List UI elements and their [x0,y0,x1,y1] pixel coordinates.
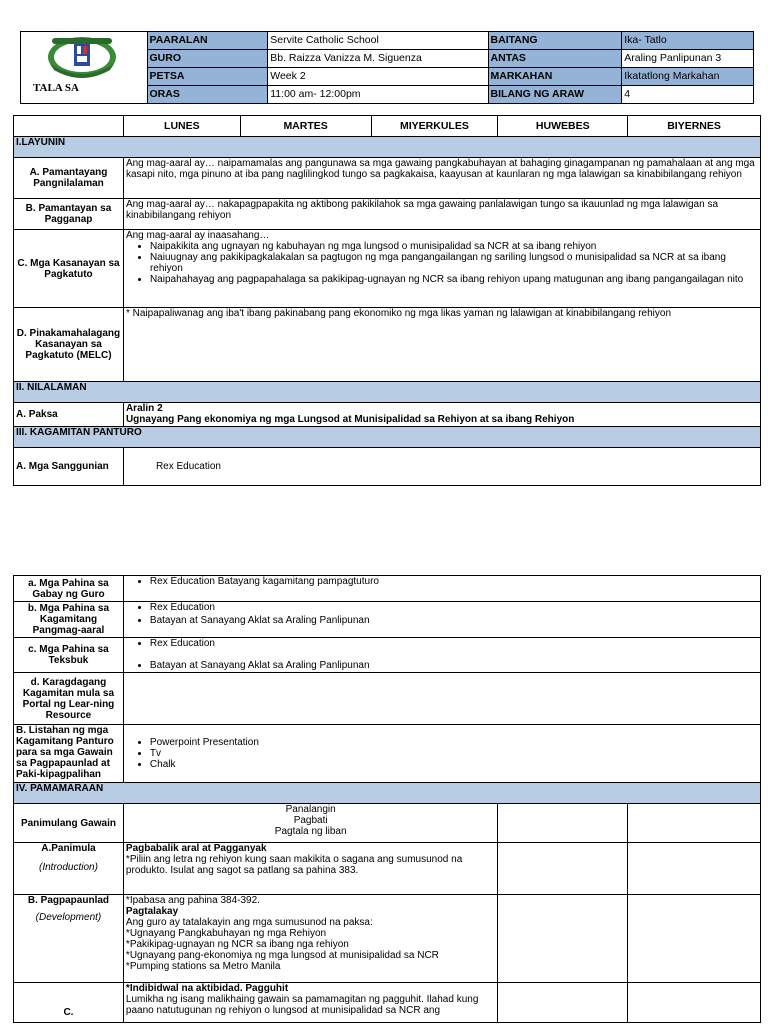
baitang-value: Ika- Tatlo [622,32,754,50]
day-martes: MARTES [240,116,371,137]
list-item: • Rex Education Batayang kagamitang pampagtuturo [150,576,758,587]
pagtalakay-line: *Pumping stations sa Metro Manila [125,961,281,972]
school-logo-cell [21,32,148,104]
kasanayan-pagkatuto-label: C. Mga Kasanayan sa Pagkatuto [14,230,124,308]
pagtalakay-line: *Pakikipag-ugnayan ng NCR sa ibang nga rehiyon [125,939,349,950]
school-seal-icon [46,34,118,80]
pangmag-aaral-label: b. Mga Pahina sa Kagamitang Pangmag-aaral [14,602,124,638]
pamantayang-pangnilalaman-label: A. Pamantayang Pangnilalaman [14,158,124,199]
section-pamamaraan: IV. PAMAMARAAN [14,783,761,804]
biyernes-cell [628,843,761,895]
pagbati: Pagbati [293,815,328,826]
teksbuk-list [126,638,758,671]
pamantayang-pangnilalaman-text: Ang mag-aaral ay… naipamamalas ang pangunawa sa mga gawaing pangkabuhayan at bahaging ginagampanan ng pamahalaan at ang mga kasapi nito, mga pinuno at iba pang naglilingkod tungo sa pagkakaisa, kaayusan at kaunlaran ng mga lalawigan sa kinabibilangang rehiyon [123,158,760,199]
pangmag-aaral-cell [123,602,760,638]
panimulang-gawain-label: Panimulang Gawain [14,804,124,843]
list-item: • Powerpoint Presentation [150,737,758,748]
pagtalakay-line: Ang guro ay tatalakayin ang mga sumusunod na paksa: [125,917,373,928]
biyernes-cell [628,804,761,843]
list-item: • Batayan at Sanayang Aklat sa Araling Panlipunan [150,615,758,626]
pagpapaunlad-label [14,895,124,983]
list-item: • Naiuugnay ang pakikipagkalakalan sa pagtugon ng mga pangangailangan ng sariling lungsod o munisipalidad sa NCR at sa ibang rehiyon [150,252,758,274]
pagpapaunlad-text [123,895,497,983]
c-row-body: Lumikha ng isang malikhaing gawain sa pamamagitan ng pagguhit. Ilahad kung paano natutugunan ng rehiyon o lungsod at munisipalidad sa NCR ang [125,994,479,1016]
huwebes-cell [498,895,628,983]
guro-label: GURO [147,50,268,68]
listahan-cell [123,725,760,783]
panimula-text [123,843,497,895]
list-item: • Batayan at Sanayang Aklat sa Araling Panlipunan [150,660,758,671]
markahan-value: Ikatatlong Markahan [622,68,754,86]
biyernes-cell [628,983,761,1023]
section-nilalaman: II. NILALAMAN [14,382,761,403]
list-item: • Naipakikita ang ugnayan ng kabuhayan ng mga lungsod o munisipalidad sa NCR at sa ibang rehiyon [150,241,758,252]
panimula-heading: Pagbabalik aral at Pagganyak [125,843,267,854]
paksa-title: Ugnayang Pang ekonomiya ng mga Lungsod at Munisipalidad sa Rehiyon at sa ibang Rehiyon [125,414,575,425]
kasanayan-list [126,241,758,285]
paaralan-value: Servite Catholic School [268,32,488,50]
paksa-label: A. Paksa [14,403,124,427]
oras-label: ORAS [147,86,268,104]
melc-text: * Naipapaliwanag ang iba't ibang pakinabang pang ekonomiko ng mga likas yaman ng lalawigan at kinabibilangang rehiyon [123,308,760,382]
header-table [20,31,754,104]
gabay-guro-cell [123,576,760,602]
sanggunian-text: Rex Education [123,448,760,486]
bilang-value: 4 [622,86,754,104]
c-row-heading: *Indibidwal na aktibidad. Pagguhit [125,983,289,994]
gabay-guro-list [126,576,758,587]
markahan-label: MARKAHAN [488,68,622,86]
list-item: • Chalk [150,759,758,770]
antas-label: ANTAS [488,50,622,68]
teksbuk-cell [123,638,760,673]
pamantayan-pagganap-text: Ang mag-aaral ay… nakapagpapakita ng aktibong pakikilahok sa mga gawaing panlalawigan tungo sa ikauunlad ng mga lalawigan sa kinabibilangang rehiyon [123,199,760,230]
list-item: • Naipahahayag ang pagpapahalaga sa pakikipag-ugnayan ng NCR sa ibang rehiyon upang matugunan ang ibang pangangailagan nito [150,274,758,285]
bilang-label: BILANG NG ARAW [488,86,622,104]
panimulang-gawain-text [123,804,497,843]
huwebes-cell [498,983,628,1023]
kasanayan-pagkatuto-text [123,230,760,308]
day-lunes: LUNES [123,116,240,137]
panimula-sub: (Introduction) [39,862,98,873]
panimula-label [14,843,124,895]
day-biyernes: BIYERNES [628,116,761,137]
sanggunian-label: A. Mga Sanggunian [14,448,124,486]
huwebes-cell [498,804,628,843]
corner-cell [14,116,124,137]
paksa-aralin: Aralin 2 [125,403,163,414]
section-kagamitan: III. KAGAMITAN PANTURO [14,427,761,448]
portal-cell [123,673,760,725]
section-layunin: I.LAYUNIN [14,137,761,158]
baitang-label: BAITANG [488,32,622,50]
antas-value: Araling Panlipunan 3 [622,50,754,68]
pagpapaunlad-title: B. Pagpapaunlad [27,895,110,906]
day-huwebes: HUWEBES [498,116,628,137]
pagpapaunlad-line0: *Ipabasa ang pahina 384-392. [125,895,260,906]
kasanayan-intro: Ang mag-aaral ay inaasahang… [125,230,270,241]
lesson-plan-table-page2 [13,575,761,1023]
pagtala: Pagtala ng liban [274,826,347,837]
panimula-body: *Piliin ang letra ng rehiyon kung saan makikita o sagana ang sumusunod na produkto. Isulat ang sagot sa patlang sa pahina 383. [125,854,463,876]
pagtalakay-heading: Pagtalakay [125,906,179,917]
c-row-label: C. [14,983,124,1023]
huwebes-cell [498,843,628,895]
melc-label: D. Pinakamahalagang Kasanayan sa Pagkatuto (MELC) [14,308,124,382]
gabay-guro-label: a. Mga Pahina sa Gabay ng Guro [14,576,124,602]
panalangin: Panalangin [285,804,336,815]
pamantayan-pagganap-label: B. Pamantayan sa Pagganap [14,199,124,230]
pagpapaunlad-sub: (Development) [35,912,102,923]
guro-value: Bb. Raizza Vanizza M. Siguenza [268,50,488,68]
list-item: • Rex Education [150,638,758,649]
biyernes-cell [628,895,761,983]
c-row-text [123,983,497,1023]
paaralan-label: PAARALAN [147,32,268,50]
paksa-text [123,403,760,427]
lesson-plan-table [13,115,761,486]
logo-caption: TALA SA [33,82,79,94]
petsa-label: PETSA [147,68,268,86]
listahan-list [126,737,758,770]
teksbuk-label: c. Mga Pahina sa Teksbuk [14,638,124,673]
day-miyerkules: MIYERKULES [371,116,498,137]
portal-label: d. Karagdagang Kagamitan mula sa Portal ng Lear-ning Resource [14,673,124,725]
pagtalakay-line: *Ugnayang Pangkabuhayan ng mga Rehiyon [125,928,327,939]
list-item: • Tv [150,748,758,759]
pagtalakay-line: *Ugnayang pang-ekonomiya ng mga lungsod at munisipalidad sa NCR [125,950,439,961]
pangmag-aaral-list [126,602,758,626]
oras-value: 11:00 am- 12:00pm [268,86,488,104]
panimula-title: A.Panimula [41,843,96,854]
list-item: • Rex Education [150,602,758,613]
petsa-value: Week 2 [268,68,488,86]
listahan-label: B. Listahan ng mga Kagamitang Panturo para sa mga Gawain sa Pagpapaunlad at Paki-kipagpalihan [14,725,124,783]
